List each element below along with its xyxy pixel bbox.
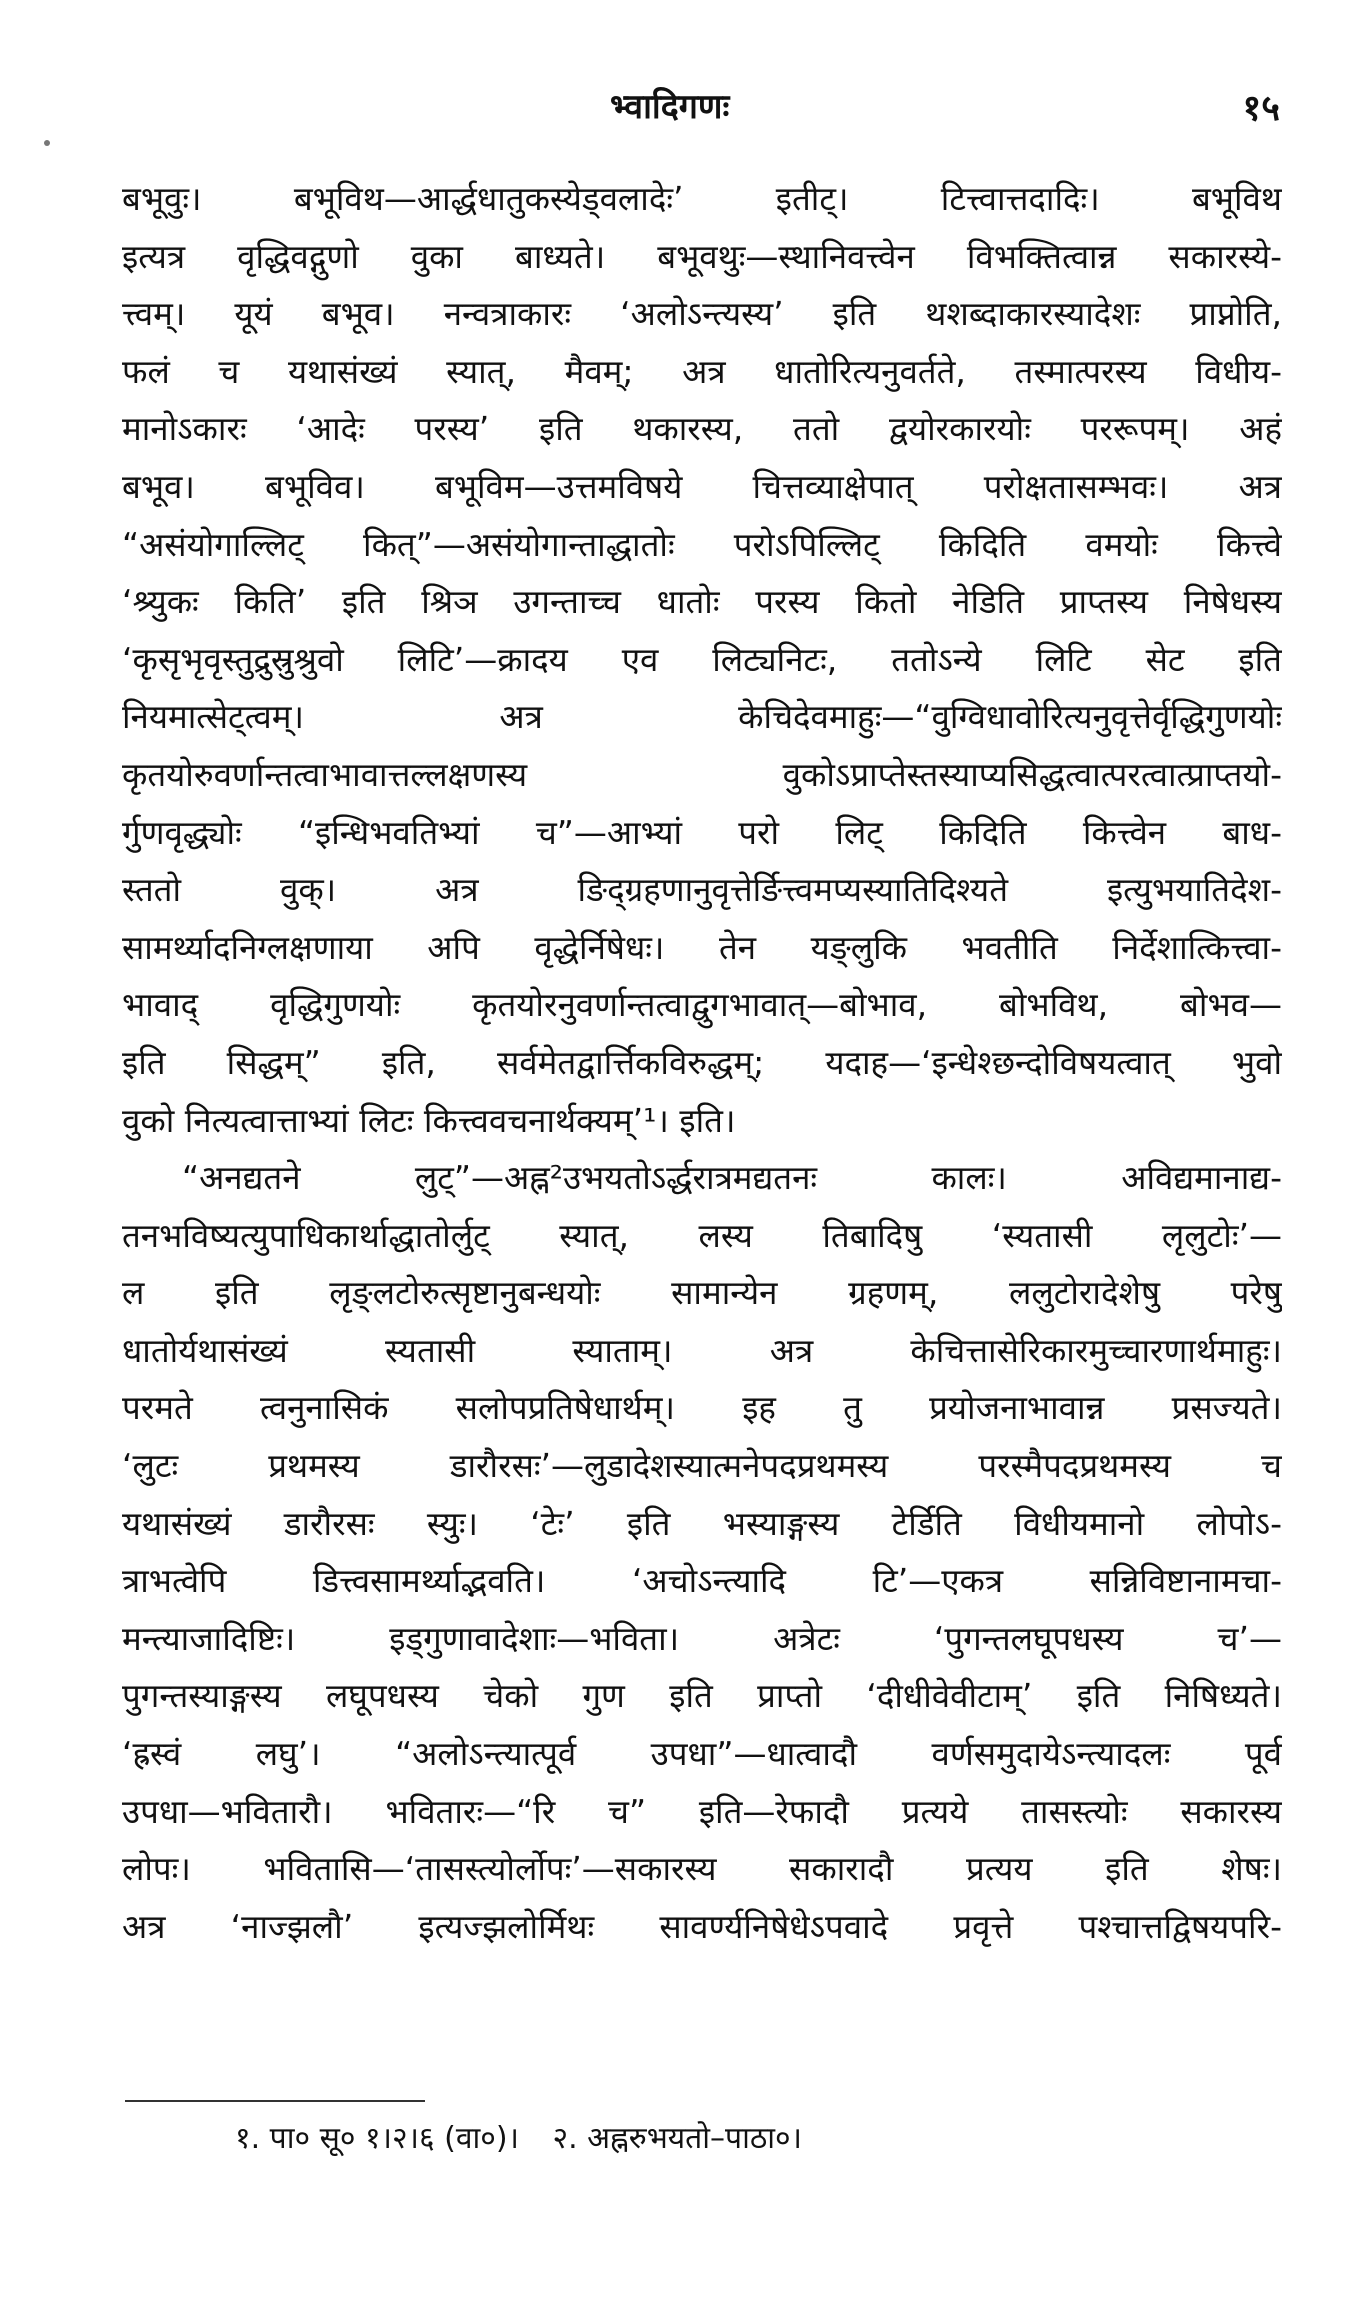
text-line: त्राभत्वेपि डित्त्वसामर्थ्याद्भवति। ‘अचोऽन्त्यादि टि’—एकत्र सन्निविष्टानामचा- bbox=[122, 1561, 1282, 1601]
text-line: अत्र ‘नाज्झलौ’ इत्यज्झलोर्मिथः सावर्ण्यनिषेधेऽपवादे प्रवृत्ते पश्चात्तद्विषयपरि- bbox=[122, 1906, 1282, 1946]
text-line: नियमात्सेट्त्वम्। अत्र केचिदेवमाहुः—“वुग्विधावोरित्यनुवृत्तेर्वृद्धिगुणयोः bbox=[122, 697, 1282, 737]
text-line: “असंयोगाल्लिट् कित्”—असंयोगान्ताद्धातोः परोऽपिल्लिट् किदिति वमयोः कित्त्वे bbox=[122, 524, 1282, 564]
text-line: लोपः। भवितासि—‘तासस्त्योर्लोपः’—सकारस्य सकारादौ प्रत्यय इति शेषः। bbox=[122, 1849, 1282, 1889]
text-line: बभूवुः। बभूविथ—आर्द्धधातुकस्येड्वलादेः’ इतीट्। टित्त्वात्तदादिः। बभूविथ bbox=[122, 179, 1282, 218]
text-line: “अनद्यतने लुट्”—अह्न²उभयतोऽर्द्धरात्रमद्यतनः कालः। अविद्यमानाद्य- bbox=[182, 1158, 1282, 1198]
text-line: यथासंख्यं डारौरसः स्युः। ‘टेः’ इति भस्याङ्गस्य टेर्डिति विधीयमानो लोपोऽ- bbox=[122, 1503, 1282, 1543]
body-text bbox=[122, 170, 1282, 1955]
footnotes bbox=[235, 2117, 802, 2161]
text-line: मानोऽकारः ‘आदेः परस्य’ इति थकारस्य, ततो द्वयोरकारयोः पररूपम्। अहं bbox=[122, 409, 1282, 449]
text-line: फलं च यथासंख्यं स्यात्, मैवम्; अत्र धातोरित्यनुवर्तते, तस्मात्परस्य विधीय- bbox=[122, 351, 1282, 391]
text-line: त्त्वम्। यूयं बभूव। नन्वत्राकारः ‘अलोऽन्त्यस्य’ इति थशब्दाकारस्यादेशः प्राप्नोति, bbox=[122, 294, 1282, 334]
footnote-rule bbox=[125, 2100, 425, 2102]
text-line: परमते त्वनुनासिकं सलोपप्रतिषेधार्थम्। इह तु प्रयोजनाभावान्न प्रसज्यते। bbox=[122, 1388, 1282, 1428]
text-line: इत्यत्र वृद्धिवद्गुणो वुका बाध्यते। बभूवथुः—स्थानिवत्त्वेन विभक्तित्वान्न सकारस्ये- bbox=[122, 236, 1282, 276]
text-line: स्ततो वुक्। अत्र ङिद्ग्रहणानुवृत्तेर्ङित्त्वमप्यस्यातिदिश्यते इत्युभयातिदेश- bbox=[122, 870, 1282, 910]
text-line: भावाद् वृद्धिगुणयोः कृतयोरनुवर्णान्तत्वाद्वुगभावात्—बोभाव, बोभविथ, बोभव— bbox=[122, 985, 1282, 1025]
text-line: कृतयोरुवर्णान्तत्वाभावात्तल्लक्षणस्य वुकोऽप्राप्तेस्तस्याप्यसिद्धत्वात्परत्वात्प्राप्तयो- bbox=[122, 754, 1282, 794]
text-line: तनभविष्यत्युपाधिकार्थाद्धातोर्लुट् स्यात्, लस्य तिबादिषु ‘स्यतासी लृलुटोः’— bbox=[122, 1215, 1282, 1255]
text-line: उपधा—भवितारौ। भवितारः—“रि च” इति—रेफादौ प्रत्यये तासस्त्योः सकारस्य bbox=[122, 1791, 1282, 1831]
text-line: ल इति लृङ्लटोरुत्सृष्टानुबन्धयोः सामान्येन ग्रहणम्, ललुटोरादेशेषु परेषु bbox=[122, 1273, 1282, 1313]
footnote-1: १. पा० सू० १।२।६ (वा०)। bbox=[235, 2121, 519, 2156]
text-line: इति सिद्धम्” इति, सर्वमेतद्वार्त्तिकविरुद्धम्; यदाह—‘इन्धेश्छन्दोविषयत्वात् भुवो bbox=[122, 1042, 1282, 1082]
text-line: पुगन्तस्याङ्गस्य लघूपधस्य चेको गुण इति प्राप्तो ‘दीधीवेवीटाम्’ इति निषिध्यते। bbox=[122, 1676, 1282, 1716]
text-line: र्गुणवृद्ध्योः “इन्धिभवतिभ्यां च”—आभ्यां परो लिट् किदिति कित्त्वेन बाध- bbox=[122, 812, 1282, 852]
text-line: ‘ह्रस्वं लघु’। “अलोऽन्त्यात्पूर्व उपधा”—धात्वादौ वर्णसमुदायेऽन्त्यादलः पूर्व bbox=[122, 1734, 1282, 1774]
page-header bbox=[130, 82, 1280, 142]
text-line: ‘श्र्युकः किति’ इति श्रिञ उगन्ताच्च धातोः परस्य कितो नेडिति प्राप्तस्य निषेधस्य bbox=[122, 582, 1282, 622]
text-line: सामर्थ्यादनिग्लक्षणाया अपि वृद्धेर्निषेधः। तेन यङ्लुकि भवतीति निर्देशात्कित्त्वा- bbox=[122, 927, 1282, 967]
running-title: भ्वादिगणः bbox=[610, 87, 730, 127]
text-line: धातोर्यथासंख्यं स्यतासी स्याताम्। अत्र केचित्तासेरिकारमुच्चारणार्थमाहुः। bbox=[122, 1330, 1282, 1370]
text-line: बभूव। बभूविव। बभूविम—उत्तमविषये चित्तव्याक्षेपात् परोक्षतासम्भवः। अत्र bbox=[122, 466, 1282, 506]
text-line: ‘लुटः प्रथमस्य डारौरसः’—लुडादेशस्यात्मनेपदप्रथमस्य परस्मैपदप्रथमस्य च bbox=[122, 1446, 1282, 1486]
margin-speck bbox=[44, 140, 50, 146]
text-line: मन्त्याजादिष्टिः। इड्गुणावादेशाः—भविता। अत्रेटः ‘पुगन्तलघूपधस्य च’— bbox=[122, 1618, 1282, 1658]
page-number: १५ bbox=[1242, 88, 1280, 129]
text-line: वुको नित्यत्वात्ताभ्यां लिटः कित्त्ववचनार्थक्यम्’¹। इति। bbox=[122, 1100, 736, 1140]
text-line: ‘कृसृभृवृस्तुद्रुस्रुश्रुवो लिटि’—क्रादय एव लिट्यनिटः, ततोऽन्ये लिटि सेट इति bbox=[122, 639, 1282, 679]
footnote-2: २. अह्नरुभयतो–पाठा०। bbox=[552, 2121, 803, 2156]
